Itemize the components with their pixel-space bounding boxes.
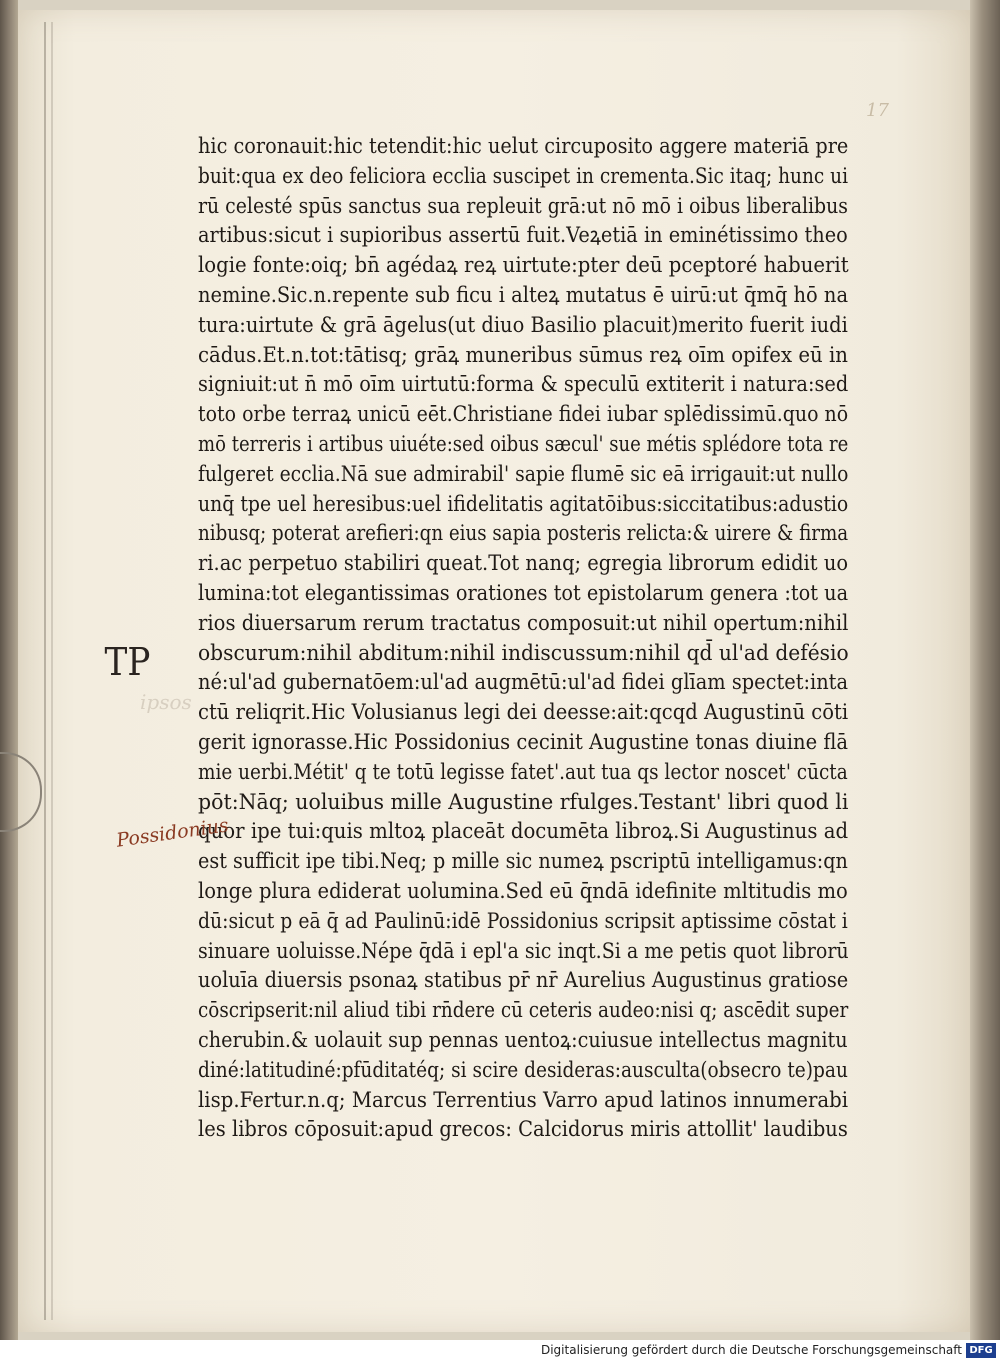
marginal-symbol: TP	[104, 640, 151, 684]
text-line: dū:sicut p eā q̄ ad Paulinū:idē Possidonius scripsit aptissime cōstat i	[198, 908, 848, 933]
text-line: pōt:Nāq; uoluibus mille Augustine rfulges.Testant' libri quod li	[198, 789, 849, 814]
text-line: ctū reliqrit.Hic Volusianus legi dei deesse:ait:qcqd Augustinū cōti	[198, 700, 849, 725]
text-line: né:ul'ad gubernatōem:ul'ad augmētū:ul'ad fidei glīam spectet:inta	[198, 670, 849, 695]
text-line: diné:latitudiné:pfūditatéq; si scire desideras:ausculta(obsecro te)pau	[198, 1057, 848, 1082]
text-line: logie fonte:oiq; bn̄ agédaꝝ reꝝ uirtute:pter deū pceptoré habuerit	[198, 253, 849, 278]
fold-line	[51, 22, 53, 1320]
paper-leaf	[18, 10, 974, 1332]
text-line: longe plura ediderat uolumina.Sed eū q̄ndā idefinite mltitudis mo	[198, 878, 848, 903]
text-line: tura:uirtute & grā āgelus(ut diuo Basilio placuit)merito fuerit iudi	[198, 312, 848, 337]
text-line: est sufficit ipe tibi.Neq; p mille sic numeꝝ pscriptū intelligamus:qn	[198, 849, 848, 874]
text-line: signiuit:ut n̄ mō oīm uirtutū:forma & speculū extiterit i natura:sed	[198, 372, 849, 397]
text-line: cādus.Et.n.tot:tātisq; grāꝝ muneribus sūmus reꝝ oīm opifex eū in	[198, 342, 848, 367]
text-line: cōscripserit:nil aliud tibi rn̄dere cū ceteris audeo:nisi q; ascēdit super	[198, 998, 849, 1023]
fold-line	[44, 22, 46, 1320]
text-line: lumina:tot elegantissimas orationes tot epistolarum genera :tot ua	[198, 580, 849, 605]
main-text-block	[198, 132, 848, 1145]
text-line: rios diuersarum rerum tractatus composuit:ut nihil opertum:nihil	[198, 610, 849, 635]
text-line: obscurum:nihil abditum:nihil indiscussum:nihil qd̄ ul'ad defésio	[198, 640, 849, 665]
text-line: fulgeret ecclia.Nā sue admirabil' sapie flumē sic eā irrigauit:ut nullo	[198, 461, 849, 486]
text-line: artibus:sicut i supioribus assertū fuit.Veꝝetiā in eminétissimo theo	[198, 223, 848, 248]
text-line: mie uerbi.Métit' q te totū legisse fatet'.aut tua qs lector noscet' cūcta	[198, 759, 848, 784]
text-line: lisp.Fertur.n.q; Marcus Terrentius Varro apud latinos innumerabi	[198, 1087, 849, 1112]
folio-mark: 17	[866, 100, 889, 121]
bleed-through-note: ipsos	[140, 690, 192, 714]
text-line: nemine.Sic.n.repente sub ficu i alteꝝ mutatus ē uirū:ut q̄mq̄ hō na	[198, 282, 849, 307]
dfg-logo-icon: DFG	[966, 1343, 996, 1358]
text-line: gerit ignorasse.Hic Possidonius cecinit Augustine tonas diuine flā	[198, 729, 849, 754]
text-line: hic coronauit:hic tetendit:hic uelut circuposito aggere materiā pre	[198, 134, 849, 158]
text-line: ri.ac perpetuo stabiliri queat.Tot nanq; egregia librorum edidit uo	[198, 551, 849, 576]
text-line: toto orbe terraꝝ unicū eēt.Christiane fidei iubar splēdissimū.quo nō	[198, 402, 849, 427]
text-line: cherubin.& uolauit sup pennas uentoꝝ:cuiusue intellectus magnitu	[198, 1027, 848, 1052]
text-line: les libros cōposuit:apud grecos: Calcidorus miris attollit' laudibus	[198, 1117, 848, 1142]
footer	[0, 1340, 1000, 1362]
book-binding-edge	[0, 0, 18, 1340]
text-line: sinuare uoluisse.Népe q̄dā i epl'a sic inqt.Si a me petis quot librorū	[198, 938, 849, 963]
text-line: nibusq; poterat arefieri:qn eius sapia posteris relicta:& uirere & firma	[198, 521, 849, 546]
text-line: buit:qua ex deo feliciora ecclia suscipet in crementa.Sic itaq; hunc ui	[198, 163, 849, 188]
text-line: quor ipe tui:quis mltoꝝ placeāt documēta libroꝝ.Si Augustinus ad	[198, 819, 849, 844]
marginal-handwritten-note: Possidonius	[115, 814, 230, 852]
text-line: uoluīa diuersis psonaꝝ statibus pr̄ nr̄ Aurelius Augustinus gratiose	[198, 968, 849, 993]
book-board-edge	[970, 0, 1000, 1340]
text-line: unq̄ tpe uel heresibus:uel ifidelitatis agitatōibus:siccitatibus:adustio	[198, 491, 849, 516]
text-line: mō terreris i artibus uiuéte:sed oibus sæcul' sue métis splédore tota re	[198, 431, 849, 456]
footer-credit: Digitalisierung gefördert durch die Deutsche Forschungsgemeinschaft	[540, 1343, 962, 1357]
text-line: rū celesté spūs sanctus sua repleuit grā:ut nō mō i oibus liberalibus	[198, 193, 848, 218]
